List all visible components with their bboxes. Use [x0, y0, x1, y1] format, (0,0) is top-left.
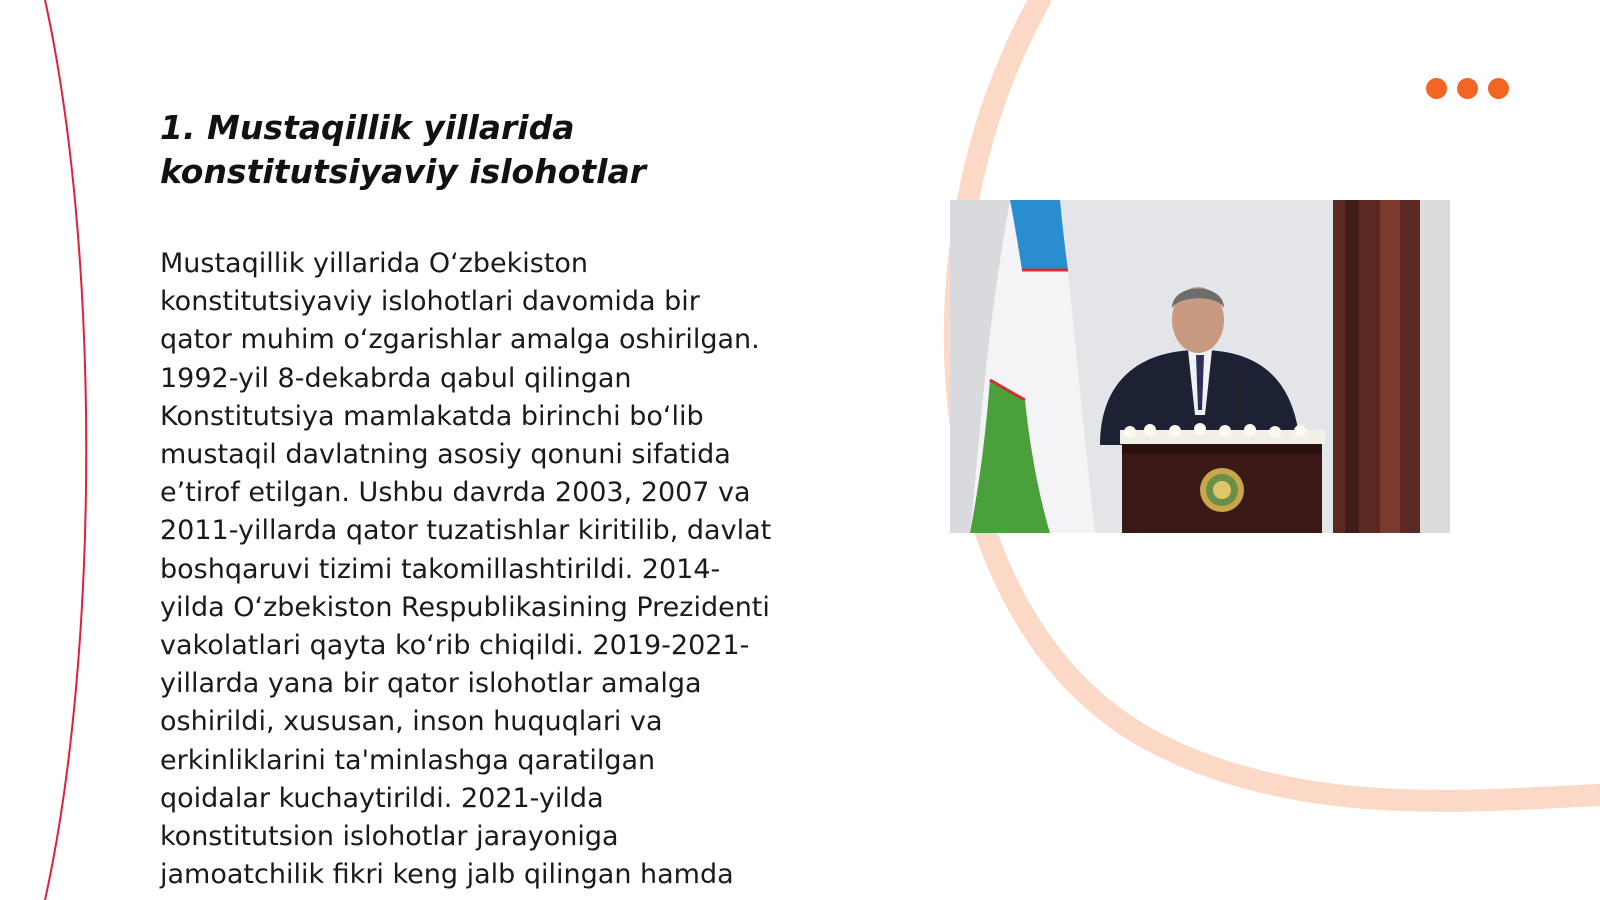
body-line: konstitutsion islohotlar jarayoniga — [160, 821, 619, 853]
body-line: e’tirof etilgan. Ushbu davrda 2003, 2007 va — [160, 477, 751, 509]
dot-3 — [1488, 78, 1509, 99]
body-line: qator muhim o‘zgarishlar amalga oshirilgan. — [160, 324, 760, 356]
body-line: boshqaruvi tizimi takomillashtirildi. 2014- — [160, 553, 721, 585]
photo-president-speaking — [950, 200, 1450, 533]
body-line: vakolatlari qayta ko‘rib chiqildi. 2019-2021- — [160, 630, 750, 662]
body-line: yilda O‘zbekiston Respublikasining Prezidenti — [160, 591, 770, 623]
more-dots-icon — [1426, 78, 1509, 99]
dot-2 — [1457, 78, 1478, 99]
slide-body-text — [160, 245, 850, 894]
body-line: 1992-yil 8-dekabrda qabul qilingan — [160, 362, 632, 394]
body-line: mustaqil davlatning asosiy qonuni sifatida — [160, 439, 731, 471]
body-line: Konstitutsiya mamlakatda birinchi bo‘lib — [160, 400, 704, 432]
body-line: erkinliklarini ta'minlashga qaratilgan — [160, 744, 656, 776]
body-line: jamoatchilik fikri keng jalb qilingan hamda — [160, 859, 734, 891]
left-curve-line — [45, 0, 86, 900]
body-line: Mustaqillik yillarida O‘zbekiston — [160, 248, 589, 279]
body-line: 2011-yillarda qator tuzatishlar kiritilib, davlat — [160, 515, 772, 547]
dot-1 — [1426, 78, 1447, 99]
slide-title: 1. Mustaqillik yillarida konstitutsiyaviy islohotlar — [160, 108, 646, 191]
body-line: yillarda yana bir qator islohotlar amalga — [160, 668, 702, 700]
body-line: qoidalar kuchaytirildi. 2021-yilda — [160, 782, 604, 814]
body-line: oshirildi, xususan, inson huquqlari va — [160, 706, 663, 738]
body-line: konstitutsiyaviy islohotlari davomida bir — [160, 286, 700, 318]
